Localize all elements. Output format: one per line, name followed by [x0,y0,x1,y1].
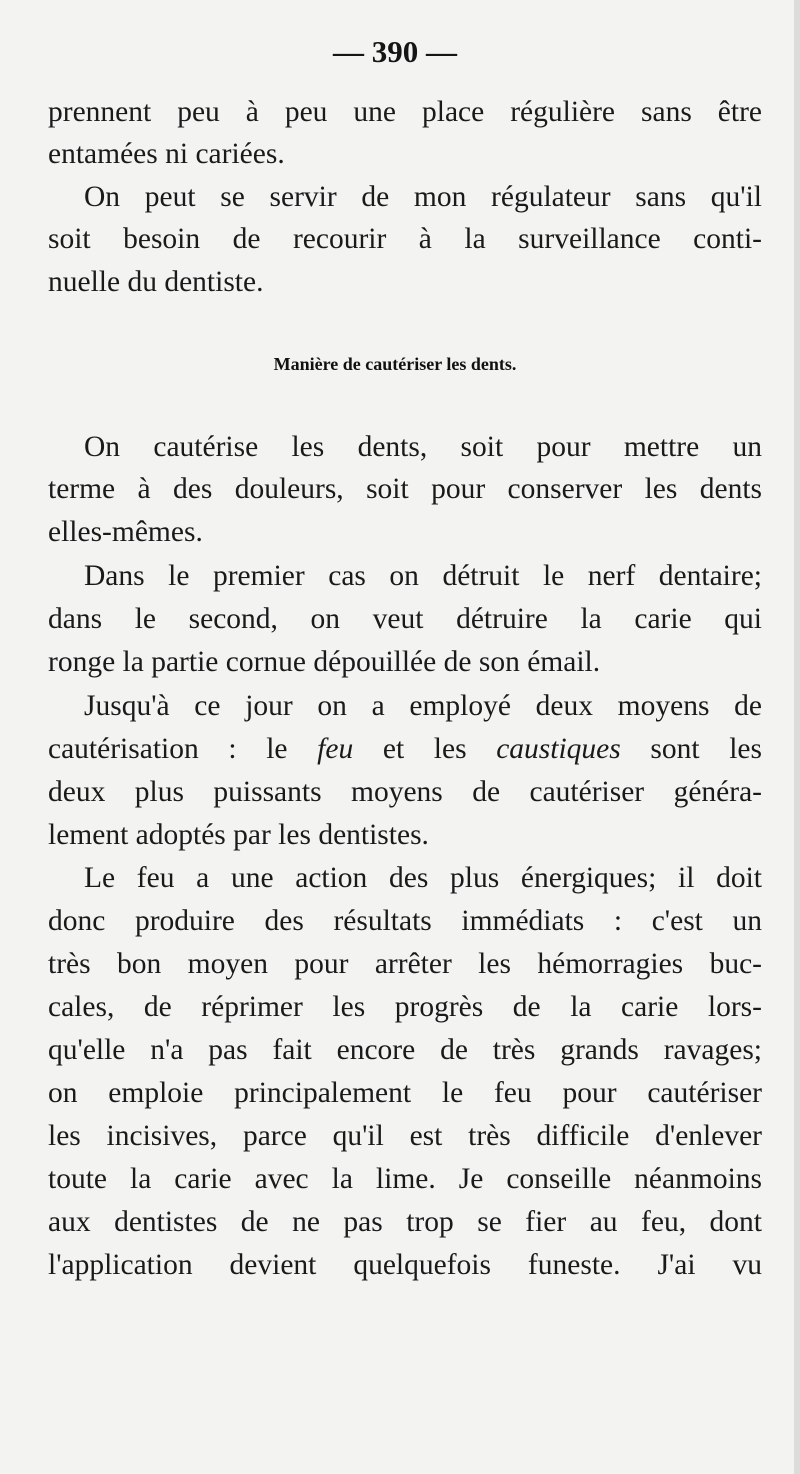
text-line: prennent peu à peu une place régulière sans être [48,96,762,128]
text-line: les incisives, parce qu'il est très difficile d'enlever [48,1120,762,1152]
text-line: l'application devient quelquefois funeste. J'ai vu [48,1249,762,1281]
text-line: On cautérise les dents, soit pour mettre un [84,431,762,463]
text-line: Dans le premier cas on détruit le nerf dentaire; [84,560,762,592]
text-line: très bon moyen pour arrêter les hémorragies buc- [48,948,762,980]
text-line: aux dentistes de ne pas trop se fier au feu, dont [48,1206,762,1238]
text-line: On peut se servir de mon régulateur sans qu'il [84,181,762,213]
text-line: ronge la partie cornue dépouillée de son émail. [48,646,601,678]
text-line: dans le second, on veut détruire la carie qui [48,603,762,635]
text-line: entamées ni cariées. [48,138,285,170]
text-line: cautérisation : le feu et les caustiques sont les [48,733,762,765]
text-line: terme à des douleurs, soit pour conserver les dents [48,473,762,505]
text-line: soit besoin de recourir à la surveillance conti- [48,223,762,255]
text-line: Le feu a une action des plus énergiques; il doit [84,862,762,894]
text-line: elles-mêmes. [48,516,203,548]
page-number: — 390 — [333,34,457,69]
text-line: nuelle du dentiste. [48,266,264,298]
text-line: deux plus puissants moyens de cautériser généra- [48,776,762,808]
text-line: qu'elle n'a pas fait encore de très grands ravages; [48,1034,762,1066]
text-line: lement adoptés par les dentistes. [48,819,429,851]
text-line: on emploie principalement le feu pour cautériser [48,1077,762,1109]
text-line: Jusqu'à ce jour on a employé deux moyens de [84,690,762,722]
text-line: donc produire des résultats immédiats : c'est un [48,905,762,937]
section-heading: Manière de cautériser les dents. [273,354,517,374]
text-line: cales, de réprimer les progrès de la carie lors- [48,991,762,1023]
text-line: toute la carie avec la lime. Je conseille néanmoins [48,1163,762,1195]
